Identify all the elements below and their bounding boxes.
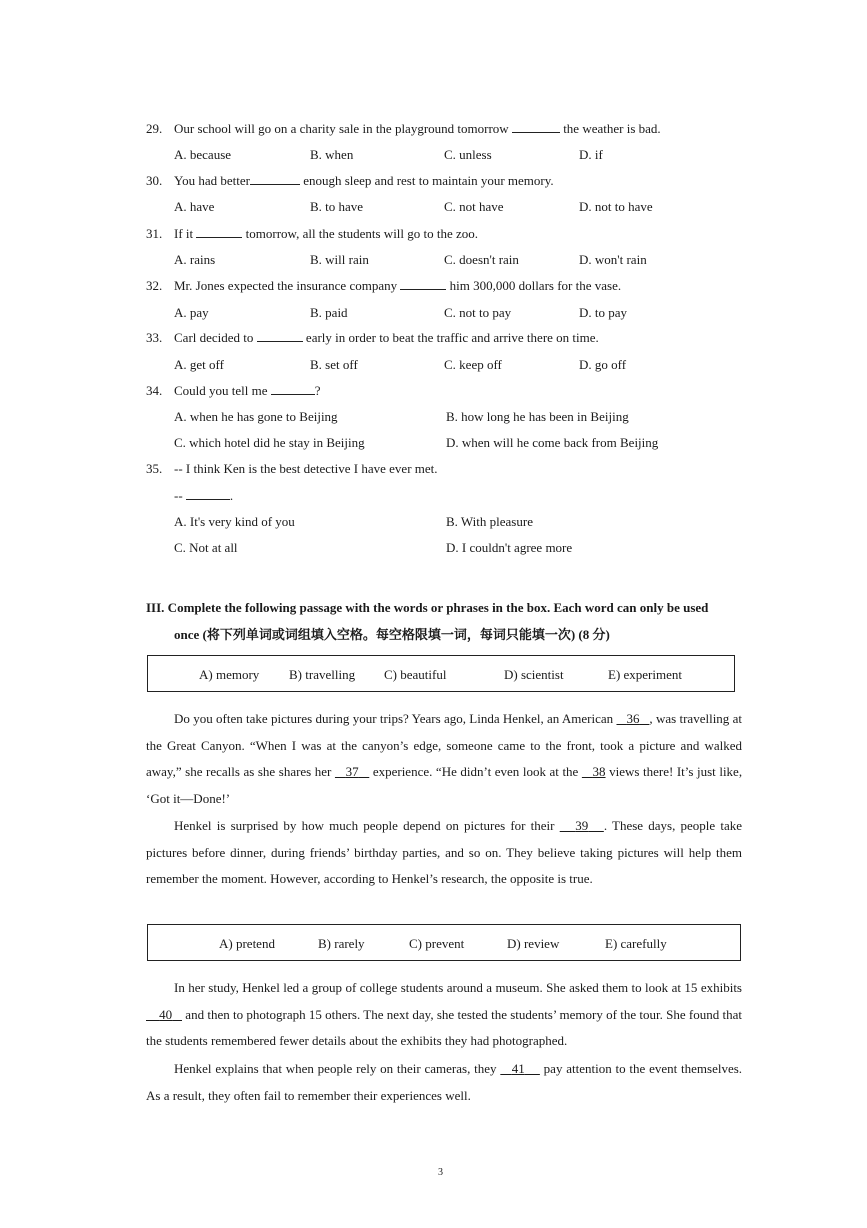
option-a: A. get off <box>174 357 224 372</box>
question-35: 35. -- I think Ken is the best detective I have ever met. <box>146 461 438 476</box>
word-box-1 <box>147 655 735 692</box>
passage-paragraph: Do you often take pictures during your trips? Years ago, Linda Henkel, an American 36 , was travelling at the Great Canyon. “When I was at the canyon’s edge, someone came to the front, took a picture and walked away,” she recalls as she shares her 37 experience. “He didn’t even look at the 38 views there! It’s just like, ‘Got it—Done!’ <box>146 711 743 806</box>
question-30: 30. You had better enough sleep and rest to maintain your memory. <box>146 173 554 188</box>
option-c: C. which hotel did he stay in Beijing <box>174 435 365 450</box>
question-33: 33. Carl decided to early in order to beat the traffic and arrive there on time. <box>146 330 599 345</box>
option-b: B. With pleasure <box>446 514 533 529</box>
answer-blank <box>271 383 315 395</box>
section-3-instructions: III. Complete the following passage with the words or phrases in the box. Each word can only be used <box>146 600 709 615</box>
blank-41: 41 <box>511 1061 525 1076</box>
answer-blank <box>400 278 446 290</box>
question-34: 34. Could you tell me ? <box>146 383 321 398</box>
option-d: D. when will he come back from Beijing <box>446 435 659 450</box>
blank-36: 36 <box>626 711 640 726</box>
option-b: B. set off <box>310 357 358 372</box>
option-b: B. when <box>310 147 354 162</box>
dialogue-reply: -- . <box>174 488 234 503</box>
question-31: 31. If it tomorrow, all the students will go to the zoo. <box>146 226 479 241</box>
option-d: D. to pay <box>579 305 628 320</box>
option-a: A. pay <box>174 305 209 320</box>
answer-blank <box>257 330 303 342</box>
word-box-2 <box>147 924 741 961</box>
answer-blank <box>186 488 230 500</box>
option-c: C. not to pay <box>444 305 512 320</box>
word-option: E) experiment <box>608 667 682 682</box>
option-b: B. how long he has been in Beijing <box>446 409 629 424</box>
answer-blank <box>250 173 300 185</box>
word-option: E) carefully <box>605 936 667 951</box>
option-d: D. won't rain <box>579 252 647 267</box>
option-c: C. keep off <box>444 357 502 372</box>
section-3-instructions-cn: once (将下列单词或词组填入空格。每空格限填一词，每词只能填一次) (8 分) <box>174 627 610 642</box>
option-b: B. to have <box>310 199 364 214</box>
option-b: B. paid <box>310 305 348 320</box>
blank-39: 39 <box>575 818 589 833</box>
blank-38: 38 <box>592 764 606 779</box>
page-number: 3 <box>438 1167 443 1178</box>
word-option: D) scientist <box>504 667 564 682</box>
option-c: C. not have <box>444 199 504 214</box>
answer-blank <box>196 226 242 238</box>
question-29: 29. Our school will go on a charity sale in the playground tomorrow the weather is bad. <box>146 121 661 136</box>
option-a: A. because <box>174 147 232 162</box>
option-c: C. unless <box>444 147 492 162</box>
option-d: D. I couldn't agree more <box>446 540 573 555</box>
word-option: C) beautiful <box>384 667 447 682</box>
option-d: D. not to have <box>579 199 653 214</box>
word-option: A) memory <box>199 667 260 682</box>
word-option: A) pretend <box>219 936 275 951</box>
option-a: A. when he has gone to Beijing <box>174 409 338 424</box>
option-c: C. doesn't rain <box>444 252 519 267</box>
passage-paragraph: Henkel explains that when people rely on their cameras, they 41 pay attention to the event themselves. As a result, they often fail to remember their experiences well. <box>146 1061 743 1103</box>
option-a: A. rains <box>174 252 216 267</box>
option-a: A. have <box>174 199 215 214</box>
option-a: A. It's very kind of you <box>174 514 295 529</box>
answer-blank <box>512 121 560 133</box>
word-option: B) travelling <box>289 667 356 682</box>
word-option: B) rarely <box>318 936 365 951</box>
question-32: 32. Mr. Jones expected the insurance company him 300,000 dollars for the vase. <box>146 278 622 293</box>
passage-paragraph: Henkel is surprised by how much people depend on pictures for their 39 . These days, people take pictures before dinner, during friends’ birthday parties, and so on. They believe taking pictures will help them remember the moment. However, according to Henkel’s research, the opposite is true. <box>146 818 743 886</box>
word-option: D) review <box>507 936 560 951</box>
option-c: C. Not at all <box>174 540 238 555</box>
option-d: D. if <box>579 147 603 162</box>
passage-paragraph: In her study, Henkel led a group of college students around a museum. She asked them to look at 15 exhibits 40 and then to photograph 15 others. The next day, she tested the students’ memory of the tour. She found that the students remembered fewer details about the exhibits they had photographed. <box>146 980 743 1048</box>
option-b: B. will rain <box>310 252 369 267</box>
blank-37: 37 <box>345 764 359 779</box>
option-d: D. go off <box>579 357 627 372</box>
word-option: C) prevent <box>409 936 465 951</box>
blank-40: 40 <box>159 1006 173 1022</box>
